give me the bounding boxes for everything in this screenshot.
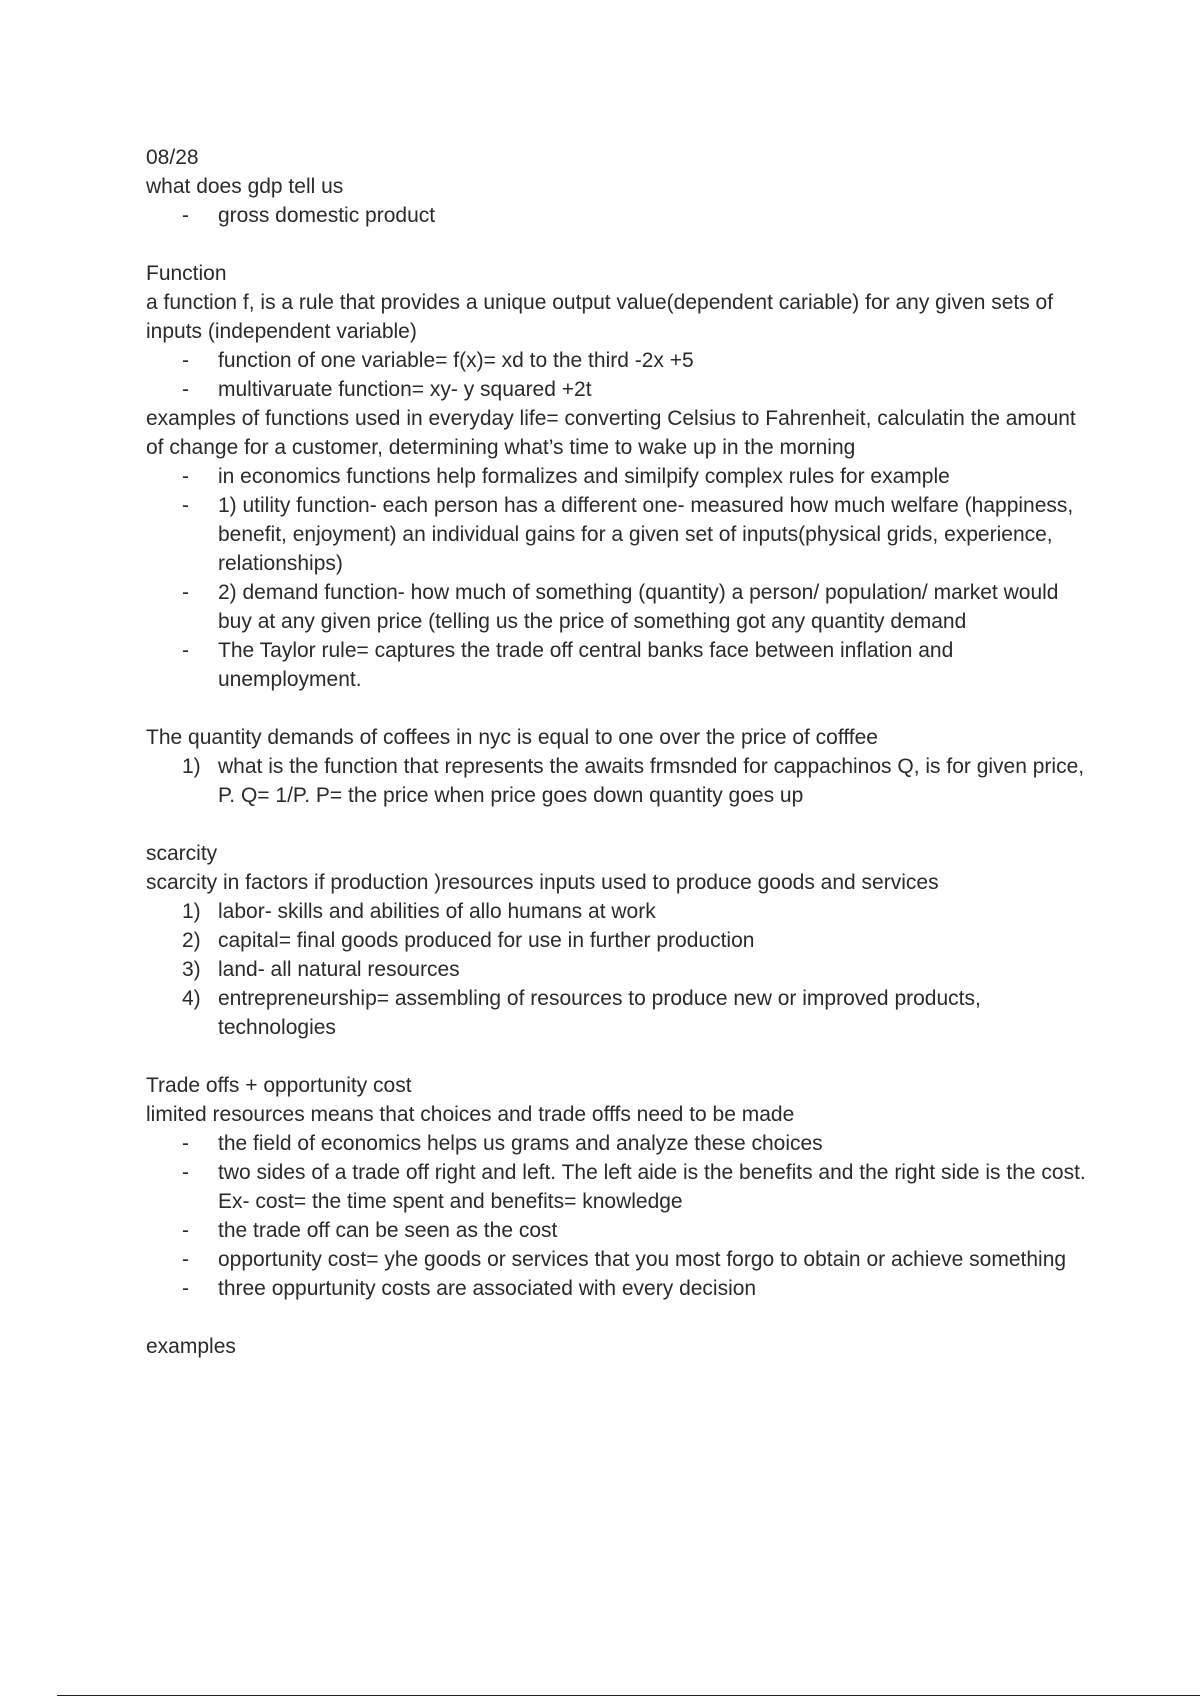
gdp-question: what does gdp tell us	[146, 175, 344, 198]
date: 08/28	[146, 146, 199, 169]
function-types-list	[146, 346, 1096, 404]
dash-marker: -	[182, 639, 189, 662]
list-item-text: land- all natural resources	[218, 958, 460, 981]
scarcity-heading: scarcity	[146, 842, 218, 865]
number-marker: 4)	[182, 987, 201, 1010]
list-item-text: labor- skills and abilities of allo humans at work	[218, 900, 656, 923]
dash-marker: -	[182, 581, 189, 604]
list-item	[146, 636, 1096, 694]
list-item-text: 1) utility function- each person has a different one- measured how much welfare (happiness, benefit, enjoyment) an individual gains for a given set of inputs(physical grids, experience, relationships)	[218, 494, 1074, 575]
dash-marker: -	[182, 204, 189, 227]
list-item	[146, 375, 1096, 404]
dash-marker: -	[182, 1132, 189, 1155]
list-item-text: two sides of a trade off right and left. The left aide is the benefits and the right side is the cost. Ex- cost= the time spent and benefits= knowledge	[218, 1161, 1086, 1213]
list-item-text: the trade off can be seen as the cost	[218, 1219, 558, 1242]
dash-marker: -	[182, 1219, 189, 1242]
notes-page	[146, 143, 1096, 1361]
number-marker: 1)	[182, 900, 201, 923]
function-heading: Function	[146, 262, 227, 285]
coffee-text: The quantity demands of coffees in nyc is equal to one over the price of cofffee	[146, 726, 878, 749]
tradeoffs-list	[146, 1129, 1096, 1303]
list-item	[146, 1274, 1096, 1303]
list-item-text: 2) demand function- how much of something (quantity) a person/ population/ market would buy at any given price (telling us the price of something got any quantity demand	[218, 581, 1059, 633]
list-item	[146, 955, 1096, 984]
list-item-text: The Taylor rule= captures the trade off central banks face between inflation and unemployment.	[218, 639, 954, 691]
page-bottom-divider	[57, 1695, 1200, 1696]
list-item	[146, 984, 1096, 1042]
number-marker: 1)	[182, 755, 201, 778]
economics-functions-list	[146, 462, 1096, 694]
coffee-list	[146, 752, 1096, 810]
list-item	[146, 462, 1096, 491]
list-item	[146, 1129, 1096, 1158]
tradeoffs-text: limited resources means that choices and trade offfs need to be made	[146, 1103, 795, 1126]
list-item	[146, 1158, 1096, 1216]
list-item-text: opportunity cost= yhe goods or services that you most forgo to obtain or achieve something	[218, 1248, 1067, 1271]
list-item	[146, 201, 1096, 230]
list-item-text: entrepreneurship= assembling of resources to produce new or improved products, technologies	[218, 987, 981, 1039]
gdp-list	[146, 201, 1096, 230]
scarcity-text: scarcity in factors if production )resources inputs used to produce goods and services	[146, 871, 939, 894]
dash-marker: -	[182, 349, 189, 372]
list-item	[146, 346, 1096, 375]
dash-marker: -	[182, 1277, 189, 1300]
list-item-text: multivaruate function= xy- y squared +2t	[218, 378, 592, 401]
list-item-text: capital= final goods produced for use in further production	[218, 929, 755, 952]
list-item	[146, 578, 1096, 636]
dash-marker: -	[182, 1248, 189, 1271]
function-definition: a function f, is a rule that provides a unique output value(dependent cariable) for any given sets of inputs (independent variable)	[146, 291, 1054, 343]
list-item	[146, 897, 1096, 926]
list-item	[146, 1216, 1096, 1245]
list-item-text: in economics functions help formalizes and similpify complex rules for example	[218, 465, 950, 488]
list-item-text: what is the function that represents the awaits frmsnded for cappachinos Q, is for given price, P. Q= 1/P. P= the price when price goes down quantity goes up	[218, 755, 1085, 807]
list-item	[146, 491, 1096, 578]
examples-heading: examples	[146, 1335, 236, 1358]
dash-marker: -	[182, 378, 189, 401]
dash-marker: -	[182, 1161, 189, 1184]
number-marker: 2)	[182, 929, 201, 952]
list-item-text: gross domestic product	[218, 204, 436, 227]
number-marker: 3)	[182, 958, 201, 981]
function-examples: examples of functions used in everyday life= converting Celsius to Fahrenheit, calculatin the amount of change for a customer, determining what’s time to wake up in the morning	[146, 407, 1076, 459]
list-item-text: the field of economics helps us grams and analyze these choices	[218, 1132, 823, 1155]
list-item	[146, 1245, 1096, 1274]
tradeoffs-heading: Trade offs + opportunity cost	[146, 1074, 412, 1097]
dash-marker: -	[182, 494, 189, 517]
list-item	[146, 752, 1096, 810]
list-item	[146, 926, 1096, 955]
list-item-text: three oppurtunity costs are associated with every decision	[218, 1277, 757, 1300]
dash-marker: -	[182, 465, 189, 488]
scarcity-list	[146, 897, 1096, 1042]
list-item-text: function of one variable= f(x)= xd to the third -2x +5	[218, 349, 694, 372]
